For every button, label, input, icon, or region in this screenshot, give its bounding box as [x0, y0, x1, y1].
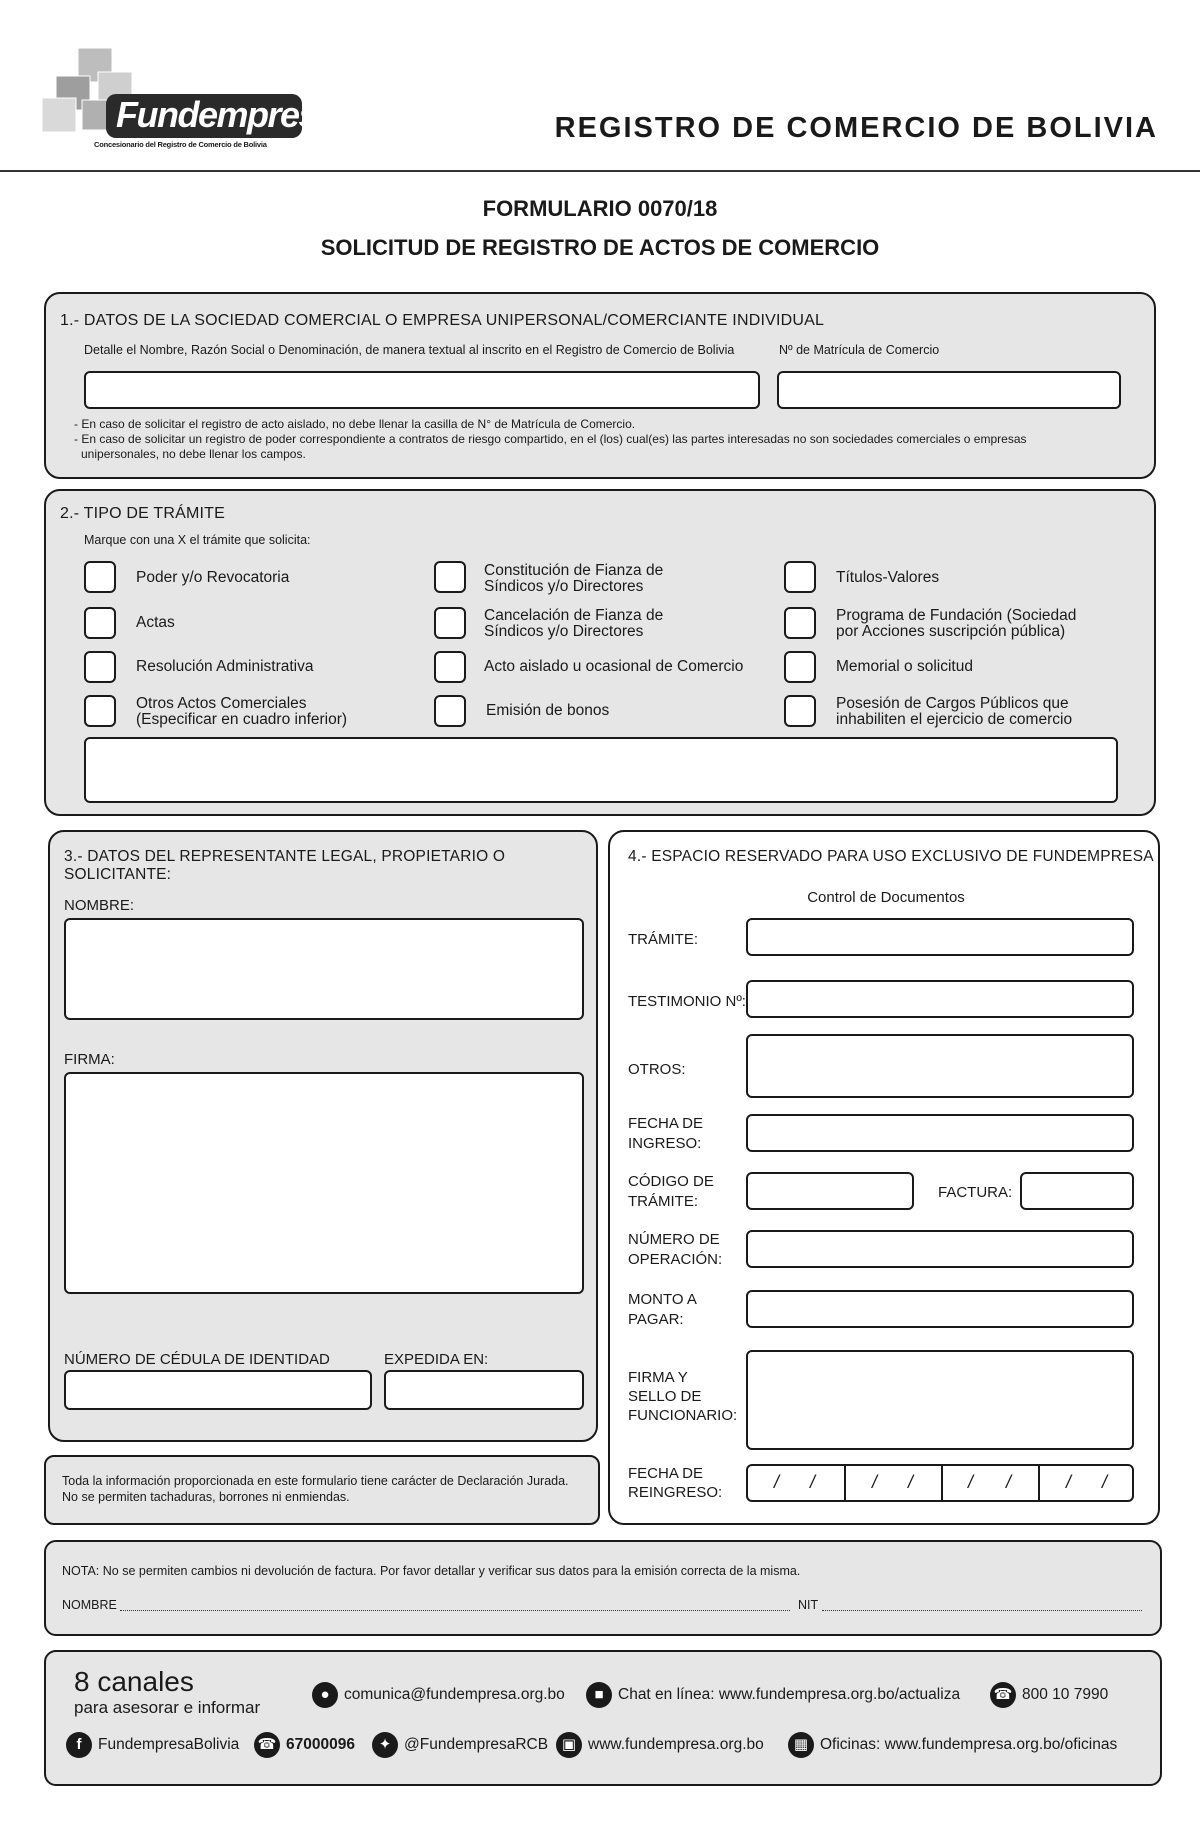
monto-pagar-label: MONTO A [628, 1291, 697, 1308]
option-label: Resolución Administrativa [136, 658, 314, 675]
chat-text[interactable]: Chat en línea: www.fundempresa.org.bo/actualiza [618, 1686, 961, 1703]
factura-label: FACTURA: [938, 1184, 1013, 1201]
declaration-text: Toda la información proporcionada en este formulario tiene carácter de Declaración Jurada. [62, 1474, 569, 1488]
testimonio-label: TESTIMONIO Nº: [628, 993, 746, 1010]
phone-icon: ☎ [990, 1682, 1016, 1708]
web-text[interactable]: www.fundempresa.org.bo [588, 1736, 764, 1753]
form-code: FORMULARIO 0070/18 [482, 196, 718, 221]
checkbox-actas[interactable] [84, 607, 116, 639]
nota-text: NOTA: No se permiten cambios ni devolución de factura. Por favor detallar y verificar sus datos para la emisión correcta de la misma. [62, 1564, 801, 1578]
phone-text[interactable]: 800 10 7990 [1022, 1686, 1109, 1703]
expedida-input[interactable] [384, 1370, 584, 1410]
building-icon: ▦ [788, 1732, 814, 1758]
control-documentos-title: Control de Documentos [807, 889, 965, 906]
ci-label: NÚMERO DE CÉDULA DE IDENTIDAD [64, 1351, 330, 1368]
monitor-icon: ▣ [556, 1732, 582, 1758]
monto-pagar-label: PAGAR: [628, 1311, 684, 1328]
section-1-note: - En caso de solicitar un registro de poder correspondiente a contratos de riesgo compartido, en el (los) cual(es) las partes interesadas no son sociedades comerciales o empresas [74, 432, 1027, 446]
checkbox-emision-bonos[interactable] [434, 695, 466, 727]
fecha-reingreso-input[interactable] [746, 1464, 1134, 1502]
matricula-label: Nº de Matrícula de Comercio [779, 343, 940, 357]
option-label: (Especificar en cuadro inferior) [136, 711, 348, 728]
option-label: Síndicos y/o Directores [484, 623, 644, 640]
option-label: Acto aislado u ocasional de Comercio [484, 658, 744, 675]
matricula-input[interactable] [777, 371, 1121, 409]
nota-nit-line[interactable] [822, 1610, 1142, 1611]
offices-channel [788, 1732, 1117, 1758]
option-label: Programa de Fundación (Sociedad [836, 607, 1077, 624]
option-label: Emisión de bonos [486, 702, 610, 719]
otros-label: OTROS: [628, 1061, 686, 1078]
fecha-ingreso-label: FECHA DE [628, 1115, 704, 1132]
checkbox-posesion-cargos[interactable] [784, 695, 816, 727]
date-segment-divider [1038, 1466, 1040, 1500]
email-channel [312, 1682, 565, 1708]
email-icon: ● [312, 1682, 338, 1708]
tramite-label: TRÁMITE: [628, 931, 698, 948]
name-label: Detalle el Nombre, Razón Social o Denominación, de manera textual al inscrito en el Registro de Comercio de Bolivia [84, 343, 735, 357]
option-label: por Acciones suscripción pública) [836, 623, 1066, 640]
section-2-title: 2.- TIPO DE TRÁMITE [60, 505, 226, 522]
date-segment-divider [941, 1466, 943, 1500]
nota-box [44, 1540, 1162, 1636]
channels-box [44, 1650, 1162, 1786]
nota-nit-label: NIT [798, 1598, 819, 1612]
checkbox-poder[interactable] [84, 561, 116, 593]
checkbox-memorial[interactable] [784, 651, 816, 683]
option-label: Actas [136, 614, 175, 631]
section-1-title: 1.- DATOS DE LA SOCIEDAD COMERCIAL O EMPRESA UNIPERSONAL/COMERCIANTE INDIVIDUAL [60, 312, 825, 329]
section-4-title: 4.- ESPACIO RESERVADO PARA USO EXCLUSIVO DE FUNDEMPRESA [628, 848, 1154, 865]
fecha-ingreso-label: INGRESO: [628, 1135, 702, 1152]
option-label: Poder y/o Revocatoria [136, 569, 290, 586]
section-3-title: 3.- DATOS DEL REPRESENTANTE LEGAL, PROPIETARIO O SOLICITANTE: [64, 848, 506, 883]
expedida-label: EXPEDIDA EN: [384, 1351, 489, 1368]
checkbox-resolucion[interactable] [84, 651, 116, 683]
declaration-text: No se permiten tachaduras, borrones ni enmiendas. [62, 1490, 350, 1504]
firma-label: FIRMA: [64, 1051, 115, 1068]
logo [42, 42, 336, 152]
whatsapp-channel [254, 1732, 355, 1758]
whatsapp-icon: ☎ [254, 1732, 280, 1758]
section-1 [44, 292, 1156, 479]
codigo-tramite-label: TRÁMITE: [628, 1193, 698, 1210]
option-label: Otros Actos Comerciales [136, 695, 307, 712]
fecha-reingreso-label: FECHA DE [628, 1465, 704, 1482]
firma-funcionario-label: SELLO DE [628, 1388, 702, 1405]
section-3 [48, 830, 598, 1442]
checkbox-programa-fundacion[interactable] [784, 607, 816, 639]
declaration-box [44, 1455, 600, 1525]
option-label: Títulos-Valores [836, 569, 940, 586]
web-channel [556, 1732, 764, 1758]
numero-operacion-input[interactable] [746, 1230, 1134, 1268]
nombre-label: NOMBRE: [64, 897, 135, 914]
otros-input[interactable] [746, 1034, 1134, 1098]
phone-channel [990, 1682, 1108, 1708]
date-slash: / [908, 1472, 914, 1492]
firma-funcionario-label: FIRMA Y [628, 1369, 688, 1386]
section-4 [608, 830, 1160, 1525]
ci-input[interactable] [64, 1370, 372, 1410]
facebook-channel [66, 1732, 239, 1758]
form-name: SOLICITUD DE REGISTRO DE ACTOS DE COMERCIO [320, 235, 880, 260]
chat-icon: ■ [586, 1682, 612, 1708]
checkbox-titulos-valores[interactable] [784, 561, 816, 593]
company-name-input[interactable] [84, 371, 760, 409]
fecha-ingreso-input[interactable] [746, 1114, 1134, 1152]
option-label: Síndicos y/o Directores [484, 578, 644, 595]
numero-operacion-label: OPERACIÓN: [628, 1251, 723, 1268]
page-title: REGISTRO DE COMERCIO DE BOLIVIA [554, 112, 1158, 144]
option-label: inhabiliten el ejercicio de comercio [836, 711, 1073, 728]
twitter-icon: ✦ [372, 1732, 398, 1758]
date-slash: / [1066, 1472, 1072, 1492]
offices-text[interactable]: Oficinas: www.fundempresa.org.bo/oficinas [820, 1736, 1118, 1753]
codigo-tramite-input[interactable] [746, 1172, 914, 1210]
date-segment-divider [844, 1466, 846, 1500]
date-slash: / [968, 1472, 974, 1492]
option-label: Cancelación de Fianza de [484, 607, 664, 624]
whatsapp-text[interactable]: 67000096 [286, 1736, 355, 1753]
channels-heading: 8 canales [74, 1666, 194, 1697]
twitter-text[interactable]: @FundempresaRCB [404, 1736, 549, 1753]
firma-field[interactable] [64, 1072, 584, 1294]
codigo-tramite-label: CÓDIGO DE [628, 1173, 714, 1190]
date-slash: / [1102, 1472, 1108, 1492]
option-label: Memorial o solicitud [836, 658, 973, 675]
section-2-instruction: Marque con una X el trámite que solicita: [84, 533, 311, 547]
checkbox-otros-actos[interactable] [84, 695, 116, 727]
nota-nombre-label: NOMBRE [62, 1598, 117, 1612]
header-divider [0, 170, 1200, 172]
twitter-channel [372, 1732, 548, 1758]
monto-pagar-input[interactable] [746, 1290, 1134, 1328]
facebook-icon: f [66, 1732, 92, 1758]
option-label: Constitución de Fianza de [484, 562, 664, 579]
checkbox-constitucion-fianza[interactable] [434, 561, 466, 593]
facebook-text[interactable]: FundempresaBolivia [98, 1736, 240, 1753]
logo-subtitle: Concesionario del Registro de Comercio de Bolivia [94, 140, 267, 149]
chat-channel [586, 1682, 960, 1708]
fecha-reingreso-label: REINGRESO: [628, 1484, 723, 1501]
logo-text: Fundempresa [116, 94, 336, 135]
firma-funcionario-label: FUNCIONARIO: [628, 1407, 738, 1424]
date-slash: / [872, 1472, 878, 1492]
factura-input[interactable] [1020, 1172, 1134, 1210]
option-label: Posesión de Cargos Públicos que [836, 695, 1069, 712]
firma-funcionario-input[interactable] [746, 1350, 1134, 1450]
testimonio-input[interactable] [746, 980, 1134, 1018]
date-slash: / [774, 1472, 780, 1492]
email-text[interactable]: comunica@fundempresa.org.bo [344, 1686, 565, 1703]
nombre-input[interactable] [64, 918, 584, 1020]
section-1-note: - En caso de solicitar el registro de acto aislado, no debe llenar la casilla de N° de Matrícula de Comercio. [74, 417, 636, 431]
other-acts-textarea[interactable] [84, 737, 1118, 803]
channels-subheading: para asesorar e informar [74, 1698, 261, 1717]
nota-nombre-line[interactable] [120, 1610, 790, 1611]
section-2 [44, 489, 1156, 816]
checkbox-acto-aislado[interactable] [434, 651, 466, 683]
numero-operacion-label: NÚMERO DE [628, 1231, 720, 1248]
section-1-note: unipersonales, no debe llenar los campos. [81, 447, 306, 461]
checkbox-cancelacion-fianza[interactable] [434, 607, 466, 639]
date-slash: / [810, 1472, 816, 1492]
tramite-input[interactable] [746, 918, 1134, 956]
date-slash: / [1006, 1472, 1012, 1492]
